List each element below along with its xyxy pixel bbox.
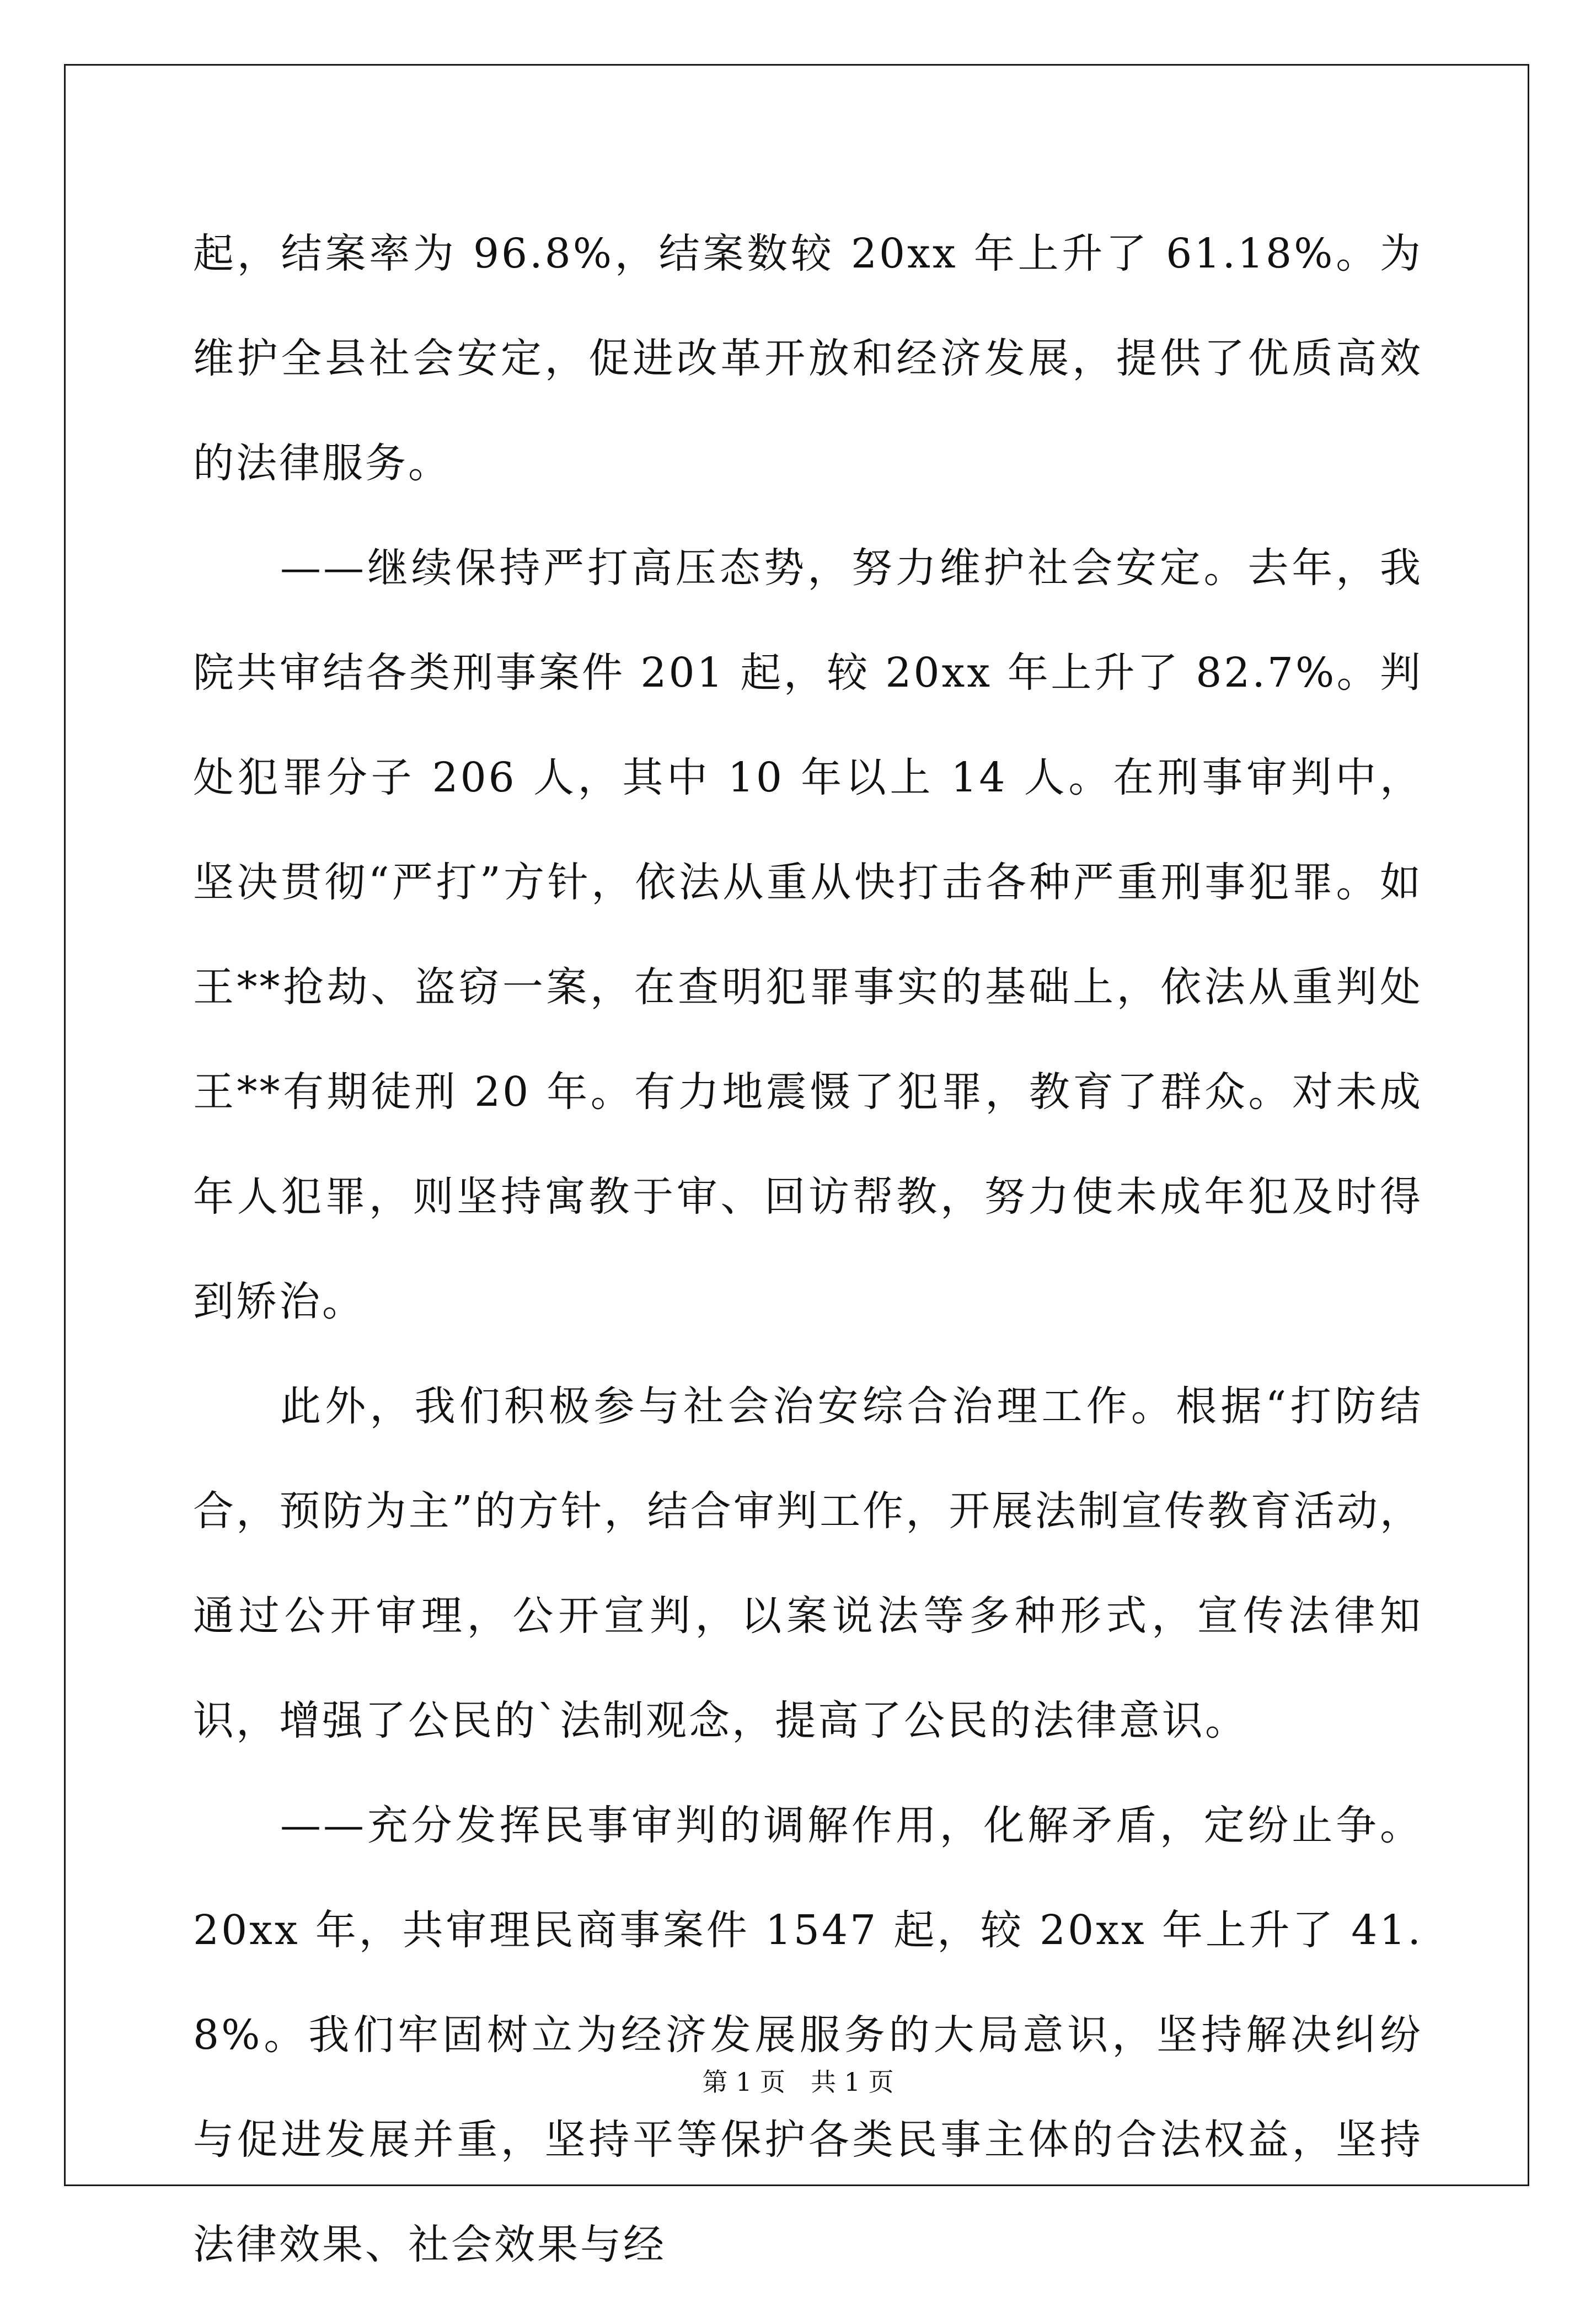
paragraph: ——充分发挥民事审判的调解作用，化解矛盾，定纷止争。 20xx 年，共审理民商事案件 1547 起，较 20xx 年上升了 41.8%。我们牢固树立为经济发展服务的大局意识，坚持解决纠纷与促进发展并重，坚持平等保护各类民事主体的合法权益，坚持法律效果、社会效果与经	[193, 1802, 1423, 2268]
page-number-footer: 第 1 页 共 1 页	[702, 2067, 894, 2097]
document-body	[193, 201, 1423, 2297]
paragraph: 此外，我们积极参与社会治安综合治理工作。根据“打防结合，预防为主”的方针，结合审判工作，开展法制宣传教育活动，通过公开审理，公开宣判，以案说法等多种形式，宣传法律知识，增强了公民的`法制观念，提高了公民的法律意识。	[193, 1383, 1423, 1744]
paragraph: 起，结案率为 96.8%，结案数较 20xx 年上升了 61.18%。为维护全县社会安定，促进改革开放和经济发展，提供了优质高效的法律服务。	[193, 230, 1423, 487]
paragraph: ——继续保持严打高压态势，努力维护社会安定。去年，我院共审结各类刑事案件 201 起，较 20xx 年上升了 82.7%。判处犯罪分子 206 人，其中 10 年以上 14 人。在刑事审判中，坚决贯彻“严打”方针，依法从重从快打击各种严重刑事犯罪。如王**抢劫、盗窃一案，在查明犯罪事实的基础上，依法从重判处王**有期徒刑 20 年。有力地震慑了犯罪，教育了群众。对未成年人犯罪，则坚持寓教于审、回访帮教，努力使未成年犯及时得到矫治。	[193, 544, 1423, 1325]
